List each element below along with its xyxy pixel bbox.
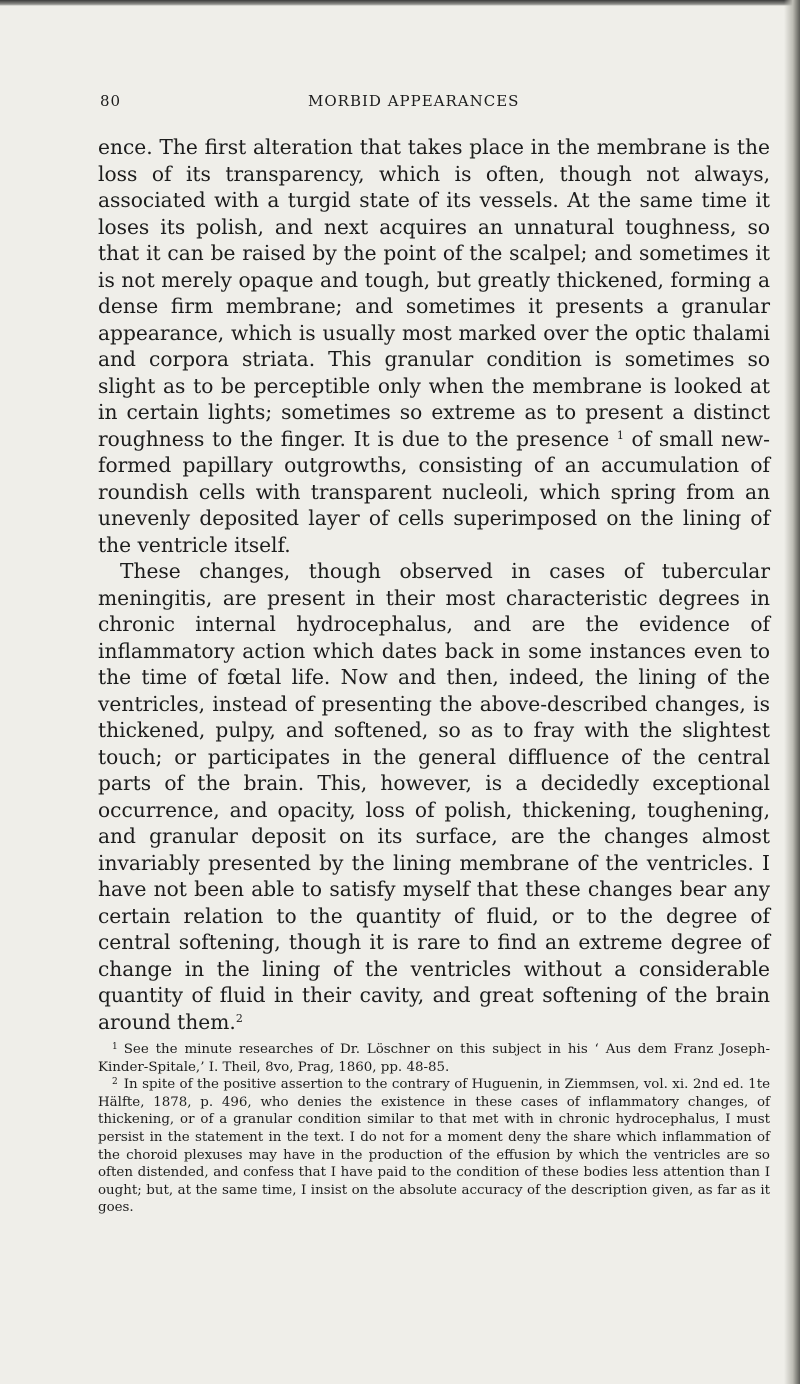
running-head: [98, 92, 770, 120]
footnote-1-number: 1: [112, 1042, 118, 1052]
paragraph-1-text-a: ence. The first alteration that takes place in the membrane is the loss of its transparency, which is often, though not always, associated with a turgid state of its vessels. At the same time it loses its polish, and next acquires an unnatural toughness, so that it can be raised by the point of the scalpel; and sometimes it is not merely opaque and tough, but greatly thickened, forming a dense firm membrane; and sometimes it presents a granular appearance, which is usually most marked over the optic thalami and corpora striata. This granular condition is sometimes so slight as to be perceptible only when the membrane is looked at in certain lights; sometimes so extreme as to present a distinct roughness to the finger. It is due to the presence: [98, 135, 770, 451]
footnote-2-number: 2: [112, 1077, 118, 1088]
footnote-1-marker: 1: [616, 428, 624, 442]
book-page: [98, 92, 770, 1217]
footnote-2: [98, 1076, 770, 1217]
paragraph-1-text-b: of small new-formed papillary outgrowths, consisting of an accumulation of roundish cells with transparent nucleoli, which spring from an unevenly deposited layer of cells superimposed on the lining of the ventricle itself.: [98, 426, 771, 557]
footnote-1: [98, 1041, 770, 1076]
footnote-2-text: In spite of the positive assertion to the contrary of Huguenin, in Ziemmsen, vol. xi. 2nd ed. 1te Hälfte, 1878, p. 496, who denies the existence in these cases of inflammatory changes, of thickening, or of a granular condition similar to that met with in chronic hydrocephalus, I must persist in the statement in the text. I do not for a moment deny the share which inflammation of the choroid plexuses may have in the production of the effusion by which the ventricles are so often distended, and confess that I have paid to the condition of these bodies less attention than I ought; but, at the same time, I insist on the absolute accuracy of the description given, as far as it goes.: [98, 1077, 770, 1216]
body-text: [98, 134, 770, 1035]
running-title: MORBID APPEARANCES: [308, 92, 520, 110]
footnote-1-text: See the minute researches of Dr. Löschner on this subject in his ‘ Aus dem Franz Joseph-Kinder-Spitale,’ I. Theil, 8vo, Prag, 1860, pp. 48-85.: [98, 1042, 770, 1075]
paragraph-2: [98, 558, 770, 1035]
footnotes: [98, 1041, 770, 1217]
footnote-2-marker: 2: [235, 1011, 243, 1025]
page-binding-edge: [784, 0, 800, 1384]
paragraph-2-text: These changes, though observed in cases of tubercular meningitis, are present in their most characteristic degrees in chronic internal hydrocephalus, and are the evidence of inflammatory action which dates back in some instances even to the time of fœtal life. Now and then, indeed, the lining of the ventricles, instead of presenting the above-described changes, is thickened, pulpy, and softened, so as to fray with the slightest touch; or participates in the general diffluence of the central parts of the brain. This, however, is a decidedly exceptional occurrence, and opacity, loss of polish, thickening, toughening, and granular deposit on its surface, are the changes almost invariably presented by the lining membrane of the ventricles. I have not been able to satisfy myself that these changes bear any certain relation to the quantity of fluid, or to the degree of central softening, though it is rare to find an extreme degree of change in the lining of the ventricles without a considerable quantity of fluid in their cavity, and great softening of the brain around them.: [98, 559, 770, 1034]
page-top-shadow: [0, 0, 800, 6]
page-number: 80: [100, 92, 122, 110]
paragraph-1: [98, 134, 770, 558]
